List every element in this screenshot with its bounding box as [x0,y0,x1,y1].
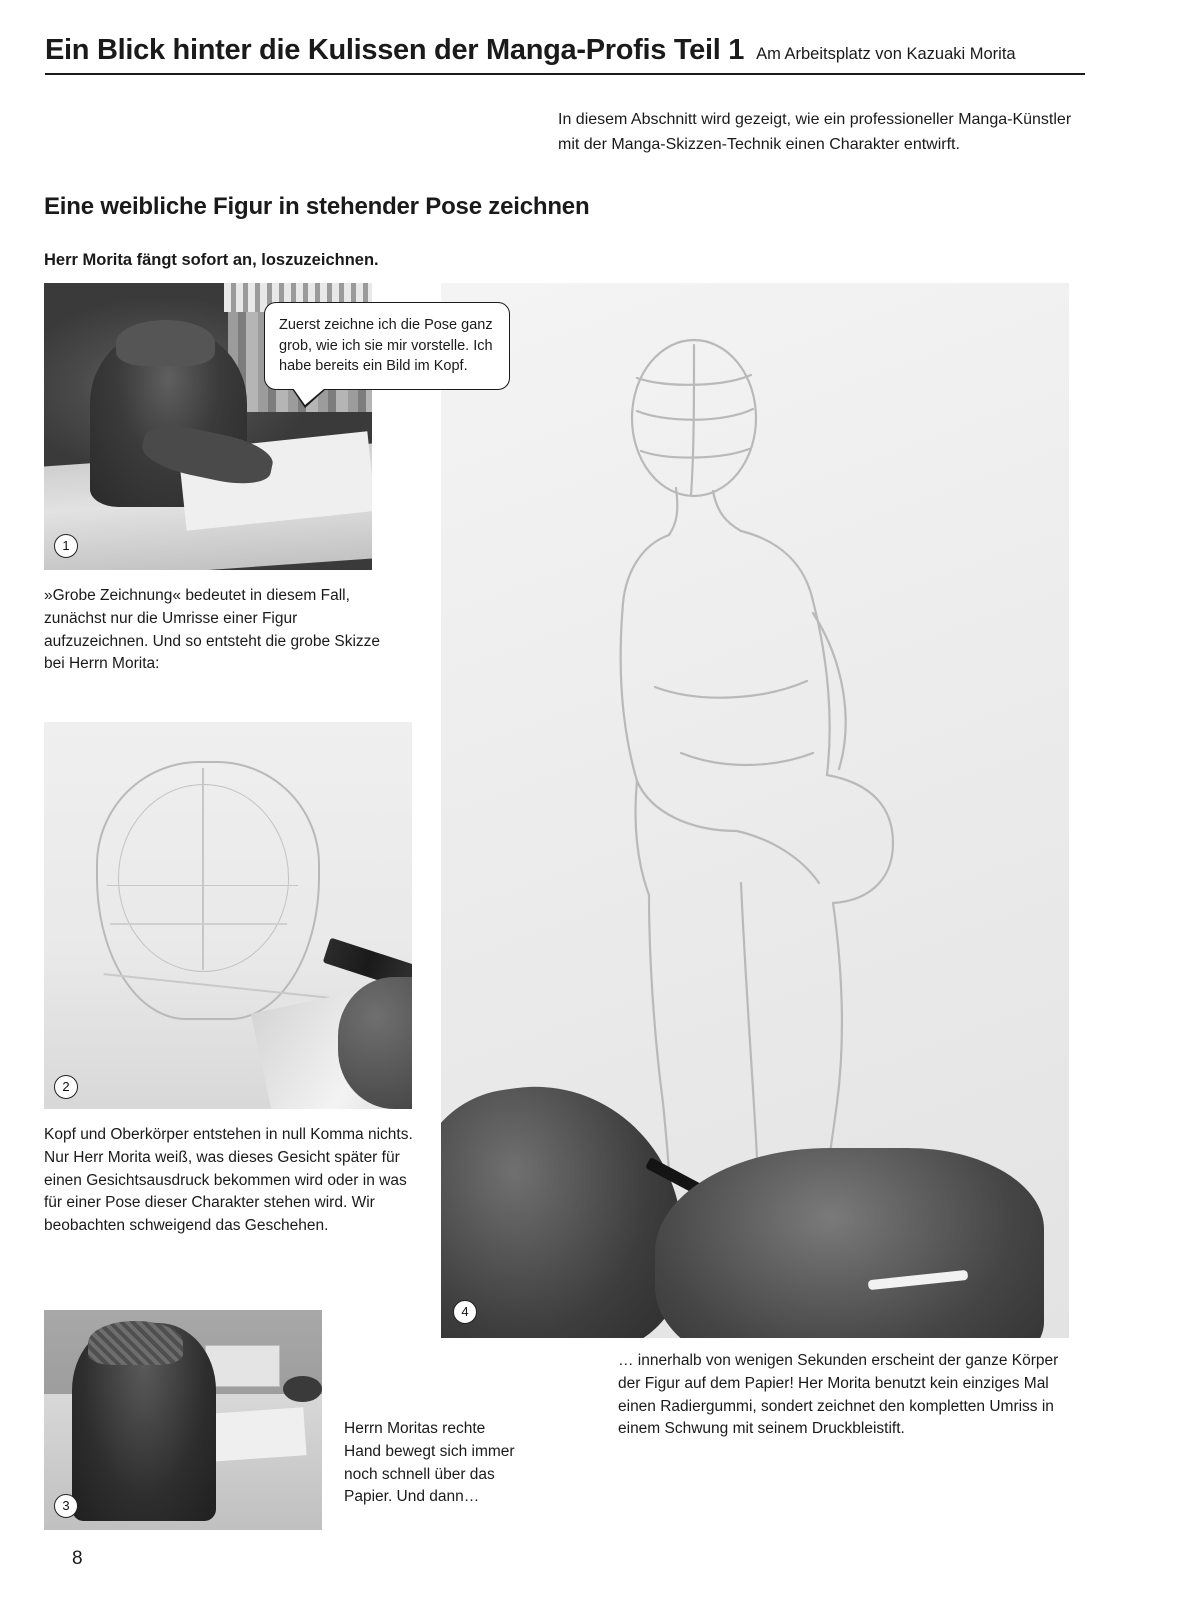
figure-caption-2: Kopf und Oberkörper entstehen in null Komma nichts. Nur Herr Morita weiß, was dieses Gesicht später für einen Gesichtsausdruck bekommen wird oder in was für einer Pose dieser Charakter stehen wird. Wir beobachten schweigend das Geschehen. [44,1126,413,1235]
figure-caption-3: Herrn Moritas rechte Hand bewegt sich immer noch schnell über das Papier. Und dann… [344,1420,515,1506]
figure-photo-4 [441,283,1069,1338]
figure-badge-4: 4 [453,1300,477,1324]
figure-photo-3 [44,1310,322,1530]
artist-cap [88,1321,183,1365]
desk-box [205,1345,279,1387]
figure-caption-1: »Grobe Zeichnung« bedeutet in diesem Fall, zunächst nur die Umrisse einer Figur aufzuzeichnen. Und so entsteht die grobe Skizze bei Herrn Morita: [44,587,381,673]
artist-cap [116,320,214,366]
figure-badge-1: 1 [54,534,78,558]
sketch-horizontal-guide [107,885,298,887]
page-header [45,34,1085,75]
intro-paragraph: In diesem Abschnitt wird gezeigt, wie ein professioneller Manga-Künstler mit der Manga-Skizzen-Technik einen Charakter entwirft. [558,111,1072,154]
page-subtitle: Am Arbeitsplatz von Kazuaki Morita [756,45,1016,63]
sketch-mouth-guide [110,923,287,925]
page-title: Ein Blick hinter die Kulissen der Manga-Profis Teil 1 [45,34,745,66]
page-number: 8 [72,1548,83,1569]
figure-photo-2 [44,722,412,1109]
sketch-vertical-guide [202,768,204,969]
figure-caption-4: … innerhalb von wenigen Sekunden erscheint der ganze Körper der Figur auf dem Papier! Her Morita benutzt kein einziges Mal einen Radiergummi, sondert zeichnet den kompletten Umriss in einem Schwung mit seinem Druckbleistift. [618,1352,1059,1438]
section-heading: Eine weibliche Figur in stehender Pose zeichnen [44,193,590,220]
speech-bubble-text: Zuerst zeichne ich die Pose ganz grob, wie ich sie mir vorstelle. Ich habe bereits ein Bild im Kopf. [279,317,493,375]
sub-heading: Herr Morita fängt sofort an, loszuzeichnen. [44,251,379,269]
figure-badge-2: 2 [54,1075,78,1099]
artist-right-hand [655,1148,1044,1338]
speech-bubble [264,302,510,390]
figure-badge-3: 3 [54,1494,78,1518]
